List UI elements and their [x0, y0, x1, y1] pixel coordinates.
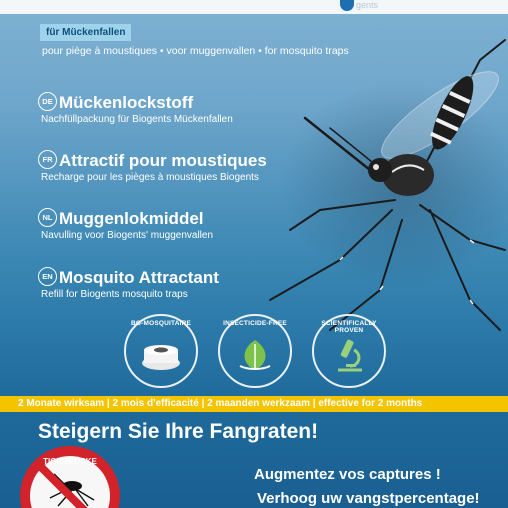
tiger-mosquito-sign [20, 446, 120, 508]
subtitle-nl: Navulling voor Biogents' muggenvallen [41, 230, 214, 241]
trap-icon [140, 336, 182, 374]
lang-code-en: EN [38, 267, 57, 286]
badge-bg-mosquitaire [124, 314, 198, 388]
heading-de [38, 93, 193, 113]
leaf-icon [234, 336, 276, 374]
brand-logo-text: gents [356, 0, 379, 10]
headline-nl: Verhoog uw vangstpercentage! [257, 490, 480, 507]
product-tag: für Mückenfallen [40, 24, 131, 41]
heading-fr [38, 151, 267, 171]
tiger-label: TIGERMÜCKE [43, 457, 97, 466]
headline-fr: Augmentez vos captures ! [254, 466, 441, 483]
headline: Steigern Sie Ihre Fangraten! [38, 420, 319, 443]
heading-en-text: Mosquito Attractant [59, 268, 219, 287]
heading-fr-text: Attractif pour moustiques [59, 151, 267, 170]
heading-nl-text: Muggenlokmiddel [59, 209, 204, 228]
lang-code-fr: FR [38, 150, 57, 169]
heading-en [38, 268, 219, 288]
duration-text: 2 Monate wirksam | 2 mois d'efficacité | 2 maanden werkzaam | effective for 2 months [18, 398, 423, 409]
heading-nl [38, 209, 204, 229]
microscope-icon [328, 336, 370, 374]
subtitle-fr: Recharge pour les pièges à moustiques Biogents [41, 172, 259, 183]
lang-code-de: DE [38, 92, 57, 111]
badge-insecticide-free-label: INSECTICIDE-FREE [223, 320, 287, 327]
badge-scientifically-proven [312, 314, 386, 388]
subtitle-en: Refill for Biogents mosquito traps [41, 289, 188, 300]
lang-code-nl: NL [38, 208, 57, 227]
subtitle-de: Nachfüllpackung für Biogents Mückenfallen [41, 114, 233, 125]
heading-de-text: Mückenlockstoff [59, 93, 194, 112]
badge-bg-mosquitaire-label: BG-MOSQUITAIRE [130, 320, 192, 327]
badge-insecticide-free [218, 314, 292, 388]
badge-scientifically-proven-label: SCIENTIFICALLY PROVEN [321, 320, 377, 334]
languages-line: pour piège à moustiques • voor muggenvallen • for mosquito traps [42, 45, 349, 57]
prohibition-slash-icon [20, 446, 120, 508]
